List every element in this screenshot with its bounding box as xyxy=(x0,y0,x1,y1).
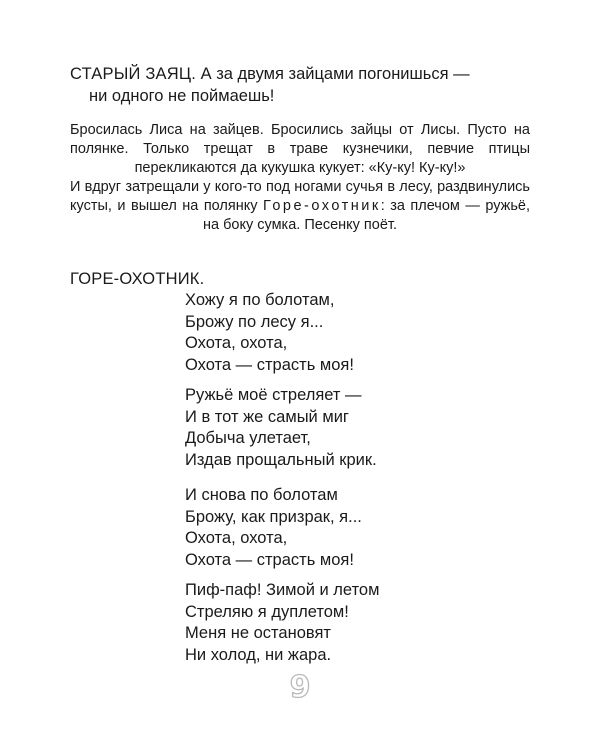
verse-line: Охота — страсть моя! xyxy=(185,355,354,374)
verse-line: Пиф-паф! Зимой и летом xyxy=(185,581,380,599)
character-name-spaced: Горе-охотник xyxy=(262,198,381,214)
dialogue-text-1: А за двумя зайцами погонишься — xyxy=(200,65,470,83)
stage-paragraph-2-before: И вдруг затрещали у кого-то под ногами сучья в лесу, раздвинулись кусты, и вышел на полянку xyxy=(70,179,530,214)
verse-line: Издав прощальный крик. xyxy=(185,450,377,469)
dialogue-line-2: ни одного не поймаешь! xyxy=(89,87,275,105)
stage-paragraph-2-after: : за плечом — ружьё, на боку сумка. Песенку поёт. xyxy=(203,198,531,233)
verse-line: Хожу я по болотам, xyxy=(185,291,335,309)
speaker-hunter: ГОРЕ-ОХОТНИК. xyxy=(70,270,205,288)
verse-line: Охота, охота, xyxy=(185,334,288,353)
dialogue-line-1 xyxy=(70,66,470,83)
verse-line: И в тот же самый миг xyxy=(185,407,349,426)
song-stanza-3 xyxy=(185,485,362,571)
verse-line: Стреляю я дуплетом! xyxy=(185,602,349,621)
verse-line: Охота, охота, xyxy=(185,529,288,548)
stage-paragraph-1: Бросилась Лиса на зайцев. Бросились зайцы от Лисы. Пусто на полянке. Только трещат в траве кузнечики, певчие птицы перекликаются да кукушка кукует: «Ку-ку! Ку-ку!» xyxy=(70,122,530,176)
song-stanza-4 xyxy=(185,580,379,666)
verse-line: Ружьё моё стреляет — xyxy=(185,386,362,404)
verse-line: Брожу по лесу я... xyxy=(185,312,324,331)
verse-line: Добыча улетает, xyxy=(185,429,311,448)
speaker-old-hare: СТАРЫЙ ЗАЯЦ. xyxy=(70,65,197,83)
verse-line: Меня не остановят xyxy=(185,624,331,643)
page-number: 9 xyxy=(289,670,311,705)
song-stanza-2 xyxy=(185,385,377,471)
verse-line: Охота — страсть моя! xyxy=(185,550,354,569)
verse-line: Брожу, как призрак, я... xyxy=(185,507,362,526)
song-stanza-1 xyxy=(185,290,354,376)
verse-line: Ни холод, ни жара. xyxy=(185,645,332,664)
verse-line: И снова по болотам xyxy=(185,486,338,504)
stage-direction xyxy=(70,121,530,235)
stage-paragraph-2 xyxy=(70,178,530,235)
